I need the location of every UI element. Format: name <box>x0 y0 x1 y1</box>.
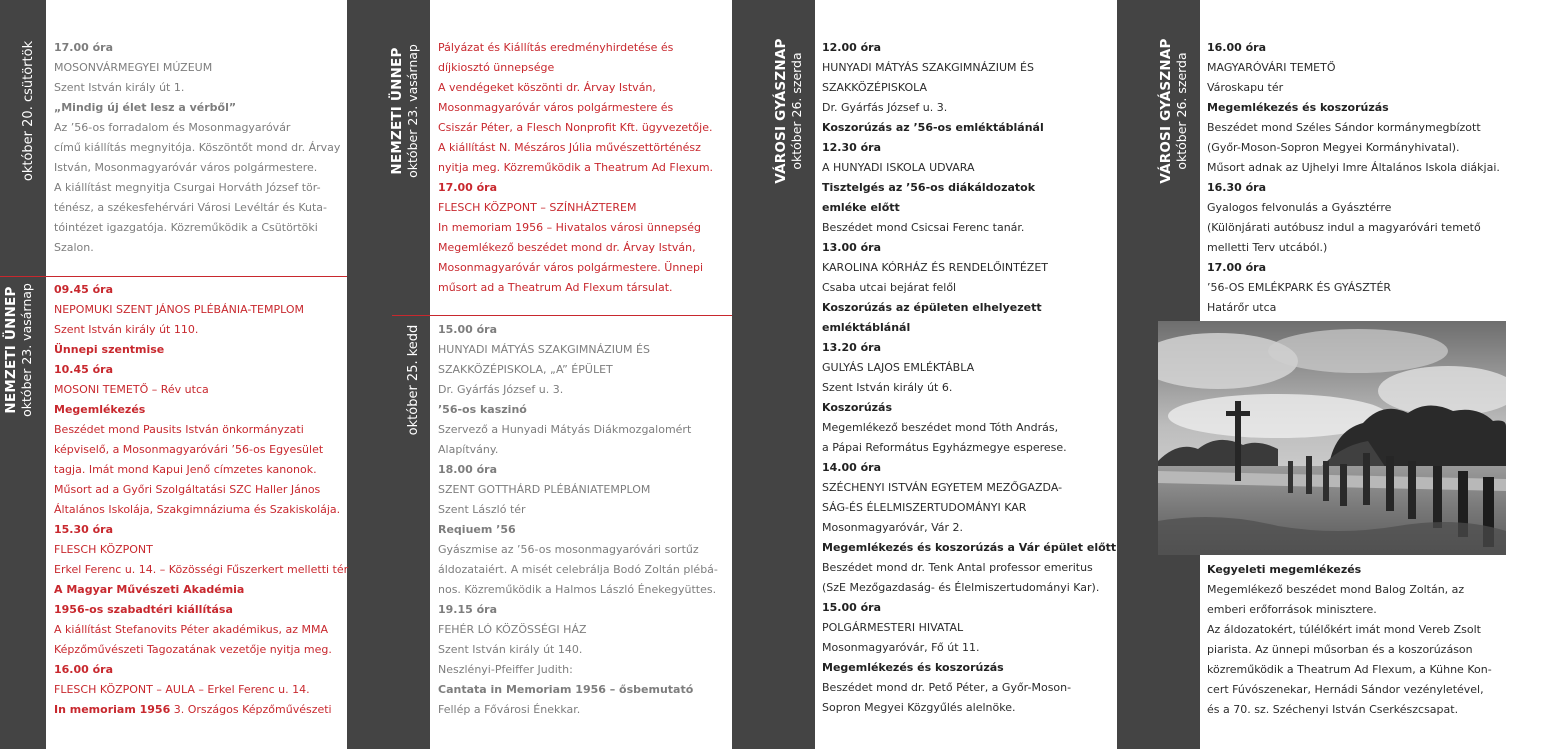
event-title: Reqiuem ’56 <box>438 523 516 536</box>
description-line: Az ’56-os forradalom és Mosonmagyaróvár <box>54 121 291 134</box>
description-line: tagja. Imát mond Kapui Jenő címzetes kanonok. <box>54 463 317 476</box>
venue: KAROLINA KÓRHÁZ ÉS RENDELŐINTÉZET <box>822 261 1049 274</box>
description-line: a Pápai Református Egyházmegye esperese. <box>822 441 1067 454</box>
venue: SZENT GOTTHÁRD PLÉBÁNIATEMPLOM <box>438 483 651 496</box>
venue: NEPOMUKI SZENT JÁNOS PLÉBÁNIA-TEMPLOM <box>54 303 304 316</box>
event-title: Megemlékezés és koszorúzás a Vár épület előtt <box>822 541 1117 554</box>
description-line: Beszédet mond Széles Sándor kormánymegbízott <box>1207 121 1481 134</box>
time: 13.00 óra <box>822 241 882 254</box>
venue: FEHÉR LÓ KÖZÖSSÉGI HÁZ <box>438 623 587 636</box>
description-line: Műsort adnak az Ujhelyi Imre Általános Iskola diákjai. <box>1207 161 1500 174</box>
time: 15.00 óra <box>438 323 498 336</box>
description-line: közreműködik a Theatrum Ad Flexum, a Kühne Kon- <box>1207 663 1492 676</box>
program-oct26-part2 <box>1207 38 1500 318</box>
description-line: Szalon. <box>54 241 94 254</box>
address: Városkapu tér <box>1207 81 1284 94</box>
description-line: A vendégeket köszönti dr. Árvay István, <box>438 81 656 94</box>
separator-rule-1 <box>0 276 347 277</box>
time: 15.00 óra <box>822 601 882 614</box>
venue: ’56-OS EMLÉKPARK ÉS GYÁSZTÉR <box>1207 281 1392 294</box>
address: Szent István király út 110. <box>54 323 199 336</box>
date-label-oct26-a: VÁROSI GYÁSZNAP október 26. szerda <box>773 38 804 184</box>
address: Csaba utcai bejárat felől <box>822 281 957 294</box>
description-line: Pályázat és Kiállítás eredményhirdetése és <box>438 41 674 54</box>
description-line: Gyászmise az ’56-os mosonmagyaróvári sortűz <box>438 543 699 556</box>
venue: SZAKKÖZÉPISKOLA, „A” ÉPÜLET <box>438 363 613 376</box>
address: Dr. Gyárfás József u. 3. <box>822 101 948 114</box>
description-line: Szervező a Hunyadi Mátyás Diákmozgalomért <box>438 423 692 436</box>
address: Határőr utca <box>1207 301 1277 314</box>
description-line: Beszédet mond dr. Tenk Antal professor emeritus <box>822 561 1093 574</box>
program-oct20 <box>54 38 340 258</box>
venue: SZÉCHENYI ISTVÁN EGYETEM MEZŐGAZDA- <box>822 481 1063 494</box>
description-line: Alapítvány. <box>438 443 499 456</box>
address: Dr. Gyárfás József u. 3. <box>438 383 564 396</box>
description-line: Sopron Megyei Közgyűlés alelnöke. <box>822 701 1016 714</box>
description-line: című kiállítás megnyitója. Köszöntőt mond dr. Árvay <box>54 141 341 154</box>
address: Mosonmagyaróvár, Vár 2. <box>822 521 964 534</box>
venue: FLESCH KÖZPONT <box>54 543 153 556</box>
venue: SZAKKÖZÉPISKOLA <box>822 81 928 94</box>
event-title: emléktáblánál <box>822 321 911 334</box>
description-line: Beszédet mond Csicsai Ferenc tanár. <box>822 221 1025 234</box>
description-line: Csiszár Péter, a Flesch Nonprofit Kft. ügyvezetője. <box>438 121 713 134</box>
event-title: Tisztelgés az ’56-os diákáldozatok <box>822 181 1036 194</box>
event-title: emléke előtt <box>822 201 900 214</box>
description-line: Mosonmagyaróvár város polgármestere. Ünnepi <box>438 261 704 274</box>
venue: FLESCH KÖZPONT – SZÍNHÁZTEREM <box>438 201 637 214</box>
event-title: 1956-os szabadtéri kiállítása <box>54 603 233 616</box>
description-line: melletti Terv utcából.) <box>1207 241 1328 254</box>
separator-rule-2 <box>392 315 732 316</box>
program-oct26-part1 <box>822 38 1116 718</box>
venue: HUNYADI MÁTYÁS SZAKGIMNÁZIUM ÉS <box>822 61 1034 74</box>
time: 18.00 óra <box>438 463 498 476</box>
address: Szent István király út 6. <box>822 381 953 394</box>
venue: MOSONI TEMETŐ – Rév utca <box>54 383 209 396</box>
description-line: és a 70. sz. Széchenyi István Cserkészcsapat. <box>1207 703 1459 716</box>
venue: GULYÁS LAJOS EMLÉKTÁBLA <box>822 361 975 374</box>
description-line: Fellép a Fővárosi Énekkar. <box>438 703 581 716</box>
event-title: Megemlékezés és koszorúzás <box>1207 101 1389 114</box>
description-line: (Győr-Moson-Sopron Megyei Kormányhivatal). <box>1207 141 1460 154</box>
date-label-oct26-b: VÁROSI GYÁSZNAP október 26. szerda <box>1158 38 1189 184</box>
description-line: Gyalogos felvonulás a Gyásztérre <box>1207 201 1392 214</box>
time: 17.00 óra <box>438 181 498 194</box>
time: 16.30 óra <box>1207 181 1267 194</box>
event-title: Kegyeleti megemlékezés <box>1207 563 1362 576</box>
description-line: A kiállítást N. Mészáros Júlia művészettörténész <box>438 141 701 154</box>
description-line: tóintézet igazgatója. Közreműködik a Csütörtöki <box>54 221 318 234</box>
venue: POLGÁRMESTERI HIVATAL <box>822 621 964 634</box>
date-label-oct23-left: NEMZETI ÜNNEP október 23. vasárnap <box>3 283 34 417</box>
description-line: Beszédet mond dr. Pető Péter, a Győr-Moson- <box>822 681 1072 694</box>
venue: FLESCH KÖZPONT – AULA – Erkel Ferenc u. 14. <box>54 683 310 696</box>
description-line: áldozataiért. A misét celebrálja Bodó Zoltán plébá- <box>438 563 718 576</box>
description-line: cert Fúvószenekar, Hernádi Sándor vezényletével, <box>1207 683 1484 696</box>
address: Szent István király út 1. <box>54 81 185 94</box>
description-line: (Különjárati autóbusz indul a magyaróvári temető <box>1207 221 1481 234</box>
date-label-oct25: október 25. kedd <box>406 324 421 436</box>
event-title: „Mindig új élet lesz a vérből” <box>54 101 237 114</box>
event-title-line: In memoriam 1956 3. Országos Képzőművészeti <box>54 703 332 716</box>
event-title: A Magyar Művészeti Akadémia <box>54 583 245 596</box>
event-title: Cantata in Memoriam 1956 – ősbemutató <box>438 683 694 696</box>
venue: MOSONVÁRMEGYEI MÚZEUM <box>54 61 213 74</box>
description-line: István, Mosonmagyaróvár város polgármestere. <box>54 161 318 174</box>
address: Szent István király út 140. <box>438 643 583 656</box>
description-line: emberi erőforrások minisztere. <box>1207 603 1377 616</box>
description-line: Általános Iskolája, Szakgimnáziuma és Szakiskolája. <box>54 503 341 516</box>
description-line: nyitja meg. Közreműködik a Theatrum Ad Flexum. <box>438 161 714 174</box>
description-line: ténész, a székesfehérvári Városi Levéltár és Kuta- <box>54 201 328 214</box>
event-title: Koszorúzás az ’56-os emléktáblánál <box>822 121 1044 134</box>
program-oct23-part1 <box>54 280 348 720</box>
date-label-oct20: október 20. csütörtök <box>21 40 36 182</box>
description-line: Az áldozatokért, túlélőkért imát mond Vereb Zsolt <box>1207 623 1481 636</box>
description-line: Mosonmagyaróvár város polgármestere és <box>438 101 674 114</box>
description-line: In memoriam 1956 – Hivatalos városi ünnepség <box>438 221 701 234</box>
address: Erkel Ferenc u. 14. – Közösségi Fűszerkert melletti tér <box>54 563 349 576</box>
description-line: Megemlékező beszédet mond Tóth András, <box>822 421 1059 434</box>
event-title: Ünnepi szentmise <box>54 343 165 356</box>
description-line: műsort ad a Theatrum Ad Flexum társulat. <box>438 281 673 294</box>
program-oct26-part3 <box>1207 560 1492 720</box>
time: 16.00 óra <box>1207 41 1267 54</box>
description-line: Képzőművészeti Tagozatának vezetője nyitja meg. <box>54 643 332 656</box>
description-line: piarista. Az ünnepi műsorban és a koszorúzáson <box>1207 643 1473 656</box>
time: 15.30 óra <box>54 523 114 536</box>
event-title: ’56-os kaszinó <box>438 403 527 416</box>
date-label-oct23-right: NEMZETI ÜNNEP október 23. vasárnap <box>389 44 420 178</box>
description-line: Megemlékező beszédet mond Balog Zoltán, az <box>1207 583 1465 596</box>
time: 14.00 óra <box>822 461 882 474</box>
time: 12.00 óra <box>822 41 882 54</box>
venue: A HUNYADI ISKOLA UDVARA <box>822 161 975 174</box>
memorial-park-photo <box>1158 321 1506 555</box>
description-line: Megemlékező beszédet mond dr. Árvay István, <box>438 241 696 254</box>
description-line: Műsort ad a Győri Szolgáltatási SZC Haller János <box>54 483 321 496</box>
description-line: képviselő, a Mosonmagyaróvári ’56-os Egyesület <box>54 443 324 456</box>
description-line: A kiállítást Stefanovits Péter akadémikus, az MMA <box>54 623 328 636</box>
event-title: Koszorúzás az épületen elhelyezett <box>822 301 1042 314</box>
venue: SÁG-ÉS ÉLELMISZERTUDOMÁNYI KAR <box>822 501 1027 514</box>
time: 10.45 óra <box>54 363 114 376</box>
description-line: Neszlényi-Pfeiffer Judith: <box>438 663 573 676</box>
time: 09.45 óra <box>54 283 114 296</box>
description-line: (SzE Mezőgazdaság- és Élelmiszertudományi Kar). <box>822 581 1100 594</box>
description-line: Beszédet mond Pausits István önkormányzati <box>54 423 304 436</box>
address: Szent László tér <box>438 503 526 516</box>
time: 19.15 óra <box>438 603 498 616</box>
event-title: Megemlékezés <box>54 403 146 416</box>
event-title: Megemlékezés és koszorúzás <box>822 661 1004 674</box>
time: 17.00 óra <box>54 41 114 54</box>
description-line: A kiállítást megnyitja Csurgai Horváth József tör- <box>54 181 321 194</box>
venue: HUNYADI MÁTYÁS SZAKGIMNÁZIUM ÉS <box>438 343 650 356</box>
program-oct25 <box>438 320 718 720</box>
event-title: Koszorúzás <box>822 401 893 414</box>
time: 12.30 óra <box>822 141 882 154</box>
program-oct23-part2 <box>438 38 713 298</box>
address: Mosonmagyaróvár, Fő út 11. <box>822 641 980 654</box>
description-line: díjkiosztó ünnepsége <box>438 61 555 74</box>
time: 17.00 óra <box>1207 261 1267 274</box>
time: 16.00 óra <box>54 663 114 676</box>
description-line: nos. Közreműködik a Halmos László Énekegyüttes. <box>438 583 717 596</box>
venue: MAGYARÓVÁRI TEMETŐ <box>1207 61 1336 74</box>
time: 13.20 óra <box>822 341 882 354</box>
